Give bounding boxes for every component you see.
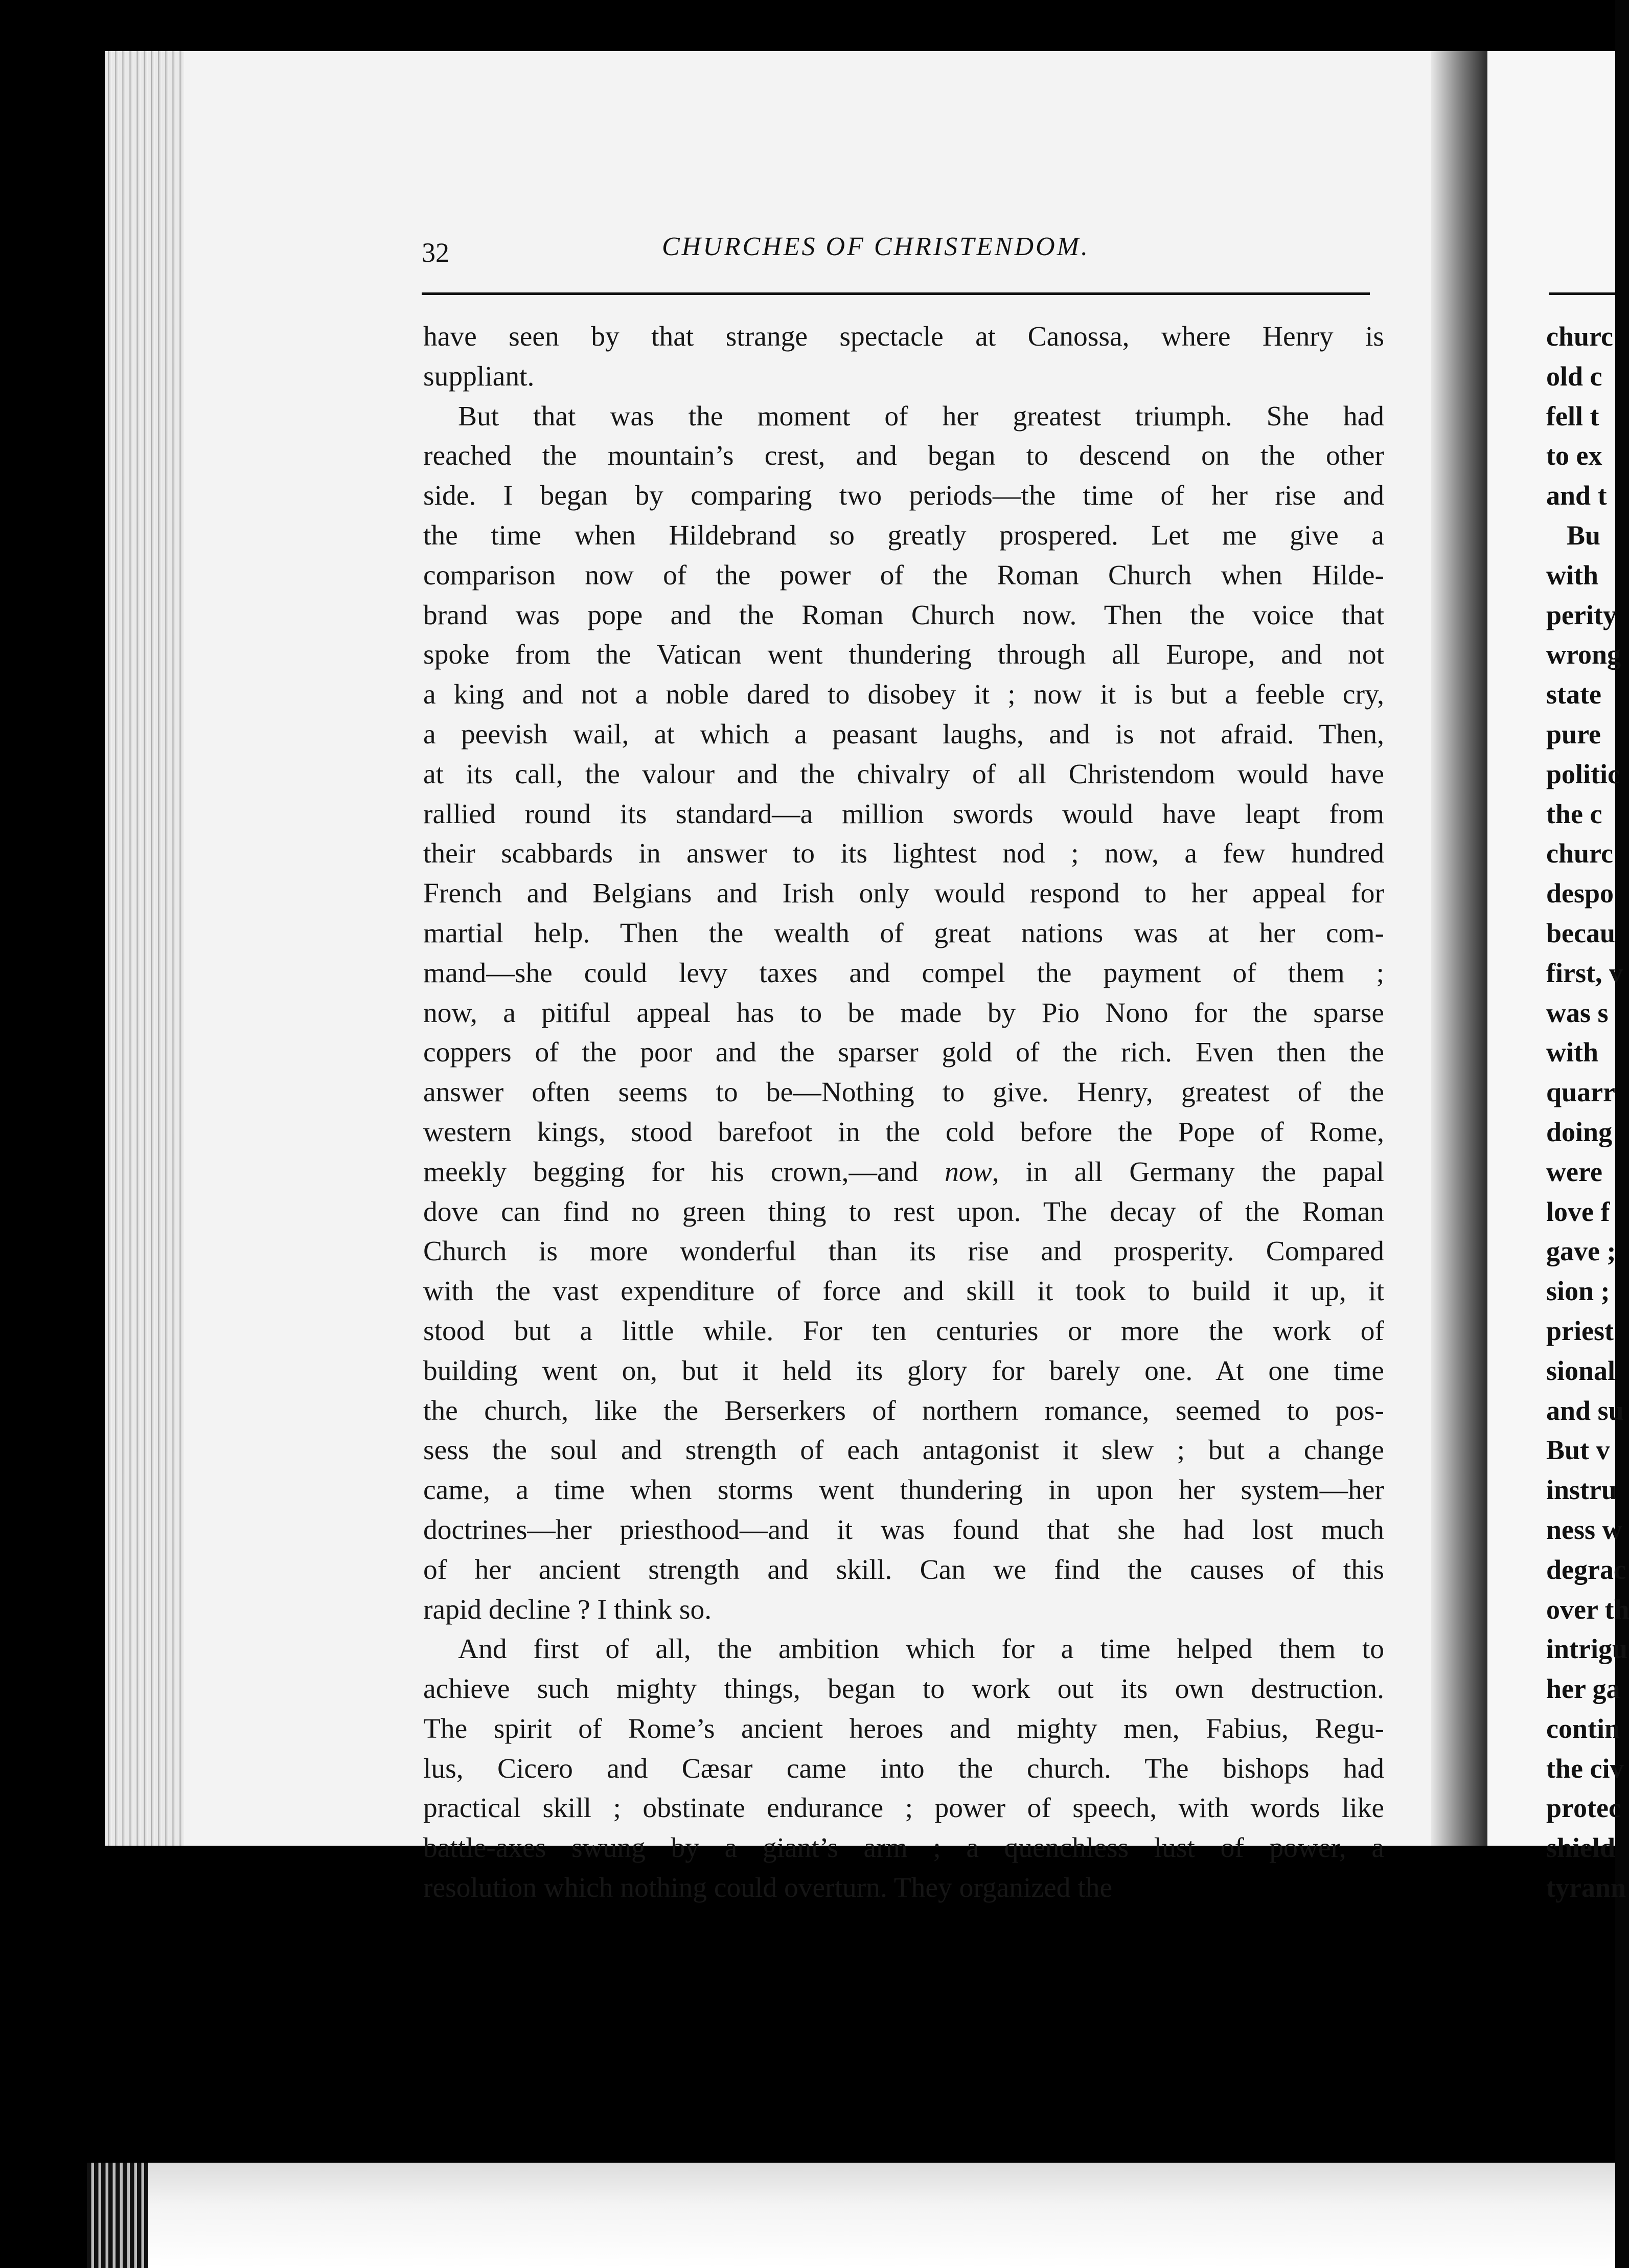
text-line: dove can find no green thing to rest upon. The decay of the Roman	[423, 1196, 1384, 1228]
facing-text-fragment: intrigu	[1546, 1634, 1628, 1665]
facing-text-fragment: politic	[1546, 758, 1620, 789]
facing-text-fragment: old c	[1546, 360, 1602, 392]
text-line: with the vast expenditure of force and skill it took to build it up, it	[423, 1276, 1384, 1307]
facing-text-fragment: pure	[1546, 718, 1601, 750]
facing-text-fragment: churc	[1546, 838, 1613, 869]
facing-text-fragment: gave ;	[1546, 1236, 1616, 1267]
text-line: at its call, the valour and the chivalry of all Christendom would have	[423, 758, 1384, 790]
text-line: now, a pitiful appeal has to be made by Pio Nono for the sparse	[423, 997, 1384, 1029]
running-title: CHURCHES OF CHRISTENDOM.	[662, 232, 1090, 261]
text-line: reached the mountain’s crest, and began to descend on the other	[423, 440, 1384, 472]
text-line: a king and not a noble dared to disobey it ; now it is but a feeble cry,	[423, 679, 1384, 711]
facing-text-fragment: protec	[1546, 1793, 1621, 1824]
next-scan-strip	[87, 2163, 1615, 2268]
text-line: of her ancient strength and skill. Can we find the causes of this	[423, 1554, 1384, 1585]
facing-text-fragment: state	[1546, 679, 1601, 710]
text-line: battle-axes swung by a giant’s arm ; a quenchless lust of power, a	[423, 1832, 1384, 1864]
facing-text-fragment: instru	[1546, 1475, 1617, 1506]
text-line: But that was the moment of her greatest triumph. She had	[458, 400, 1384, 432]
text-line: building went on, but it held its glory for barely one. At one time	[423, 1355, 1384, 1387]
facing-text-fragment: perity	[1546, 599, 1617, 630]
facing-text-fragment: first, v	[1546, 957, 1623, 988]
text-line: lus, Cicero and Cæsar came into the church. The bishops had	[423, 1753, 1384, 1784]
body-text	[423, 317, 1384, 1908]
running-head	[422, 226, 1367, 267]
facing-text-fragment: the civ	[1546, 1753, 1624, 1784]
text-line: doctrines—her priesthood—and it was found that she had lost much	[423, 1514, 1384, 1546]
text-line: side. I began by comparing two periods—the time of her rise and	[423, 480, 1384, 512]
text-line: rapid decline ? I think so.	[423, 1594, 712, 1625]
text-line: sess the soul and strength of each antagonist it slew ; but a change	[423, 1435, 1384, 1466]
text-line: a peevish wail, at which a peasant laughs, and is not afraid. Then,	[423, 718, 1384, 750]
facing-text-fragment: the c	[1546, 798, 1602, 829]
text-line: suppliant.	[423, 360, 535, 392]
facing-text-fragment: and su	[1546, 1395, 1624, 1426]
facing-text-fragment: wrong	[1546, 639, 1621, 670]
text-line: brand was pope and the Roman Church now. Then the voice that	[423, 599, 1384, 631]
facing-text-fragment: tyrann	[1546, 1872, 1626, 1903]
text-line: stood but a little while. For ten centuries or more the work of	[423, 1315, 1384, 1347]
text-line: have seen by that strange spectacle at Canossa, where Henry is	[423, 321, 1384, 352]
text-line: their scabbards in answer to its lightest nod ; now, a few hundred	[423, 838, 1384, 870]
header-rule	[422, 292, 1370, 295]
text-line: rallied round its standard—a million swords would have leapt from	[423, 798, 1384, 830]
text-line: achieve such mighty things, began to work out its own destruction.	[423, 1673, 1384, 1705]
page-edges	[105, 51, 187, 1846]
text-line: spoke from the Vatican went thundering through all Europe, and not	[423, 639, 1384, 671]
facing-text-fragment: with	[1546, 1037, 1599, 1068]
facing-text-fragment: her ga	[1546, 1673, 1620, 1705]
facing-text-fragment: fell t	[1546, 400, 1599, 432]
text-line: comparison now of the power of the Roman Church when Hilde-	[423, 559, 1384, 591]
facing-text-fragment: to ex	[1546, 440, 1602, 471]
facing-text-fragment: was s	[1546, 997, 1609, 1028]
facing-text-fragment: over th	[1546, 1594, 1629, 1625]
facing-text-fragment: with	[1546, 559, 1599, 591]
facing-text-fragment: and t	[1546, 480, 1607, 511]
facing-text-fragment: shield	[1546, 1832, 1616, 1864]
text-line: Church is more wonderful than its rise and prosperity. Compared	[423, 1236, 1384, 1267]
facing-text-fragment: love f	[1546, 1196, 1610, 1227]
facing-text-fragment: degrac	[1546, 1554, 1626, 1585]
facing-header-rule	[1549, 292, 1615, 295]
text-line: practical skill ; obstinate endurance ; power of speech, with words like	[423, 1793, 1384, 1824]
facing-text-fragment: priest	[1546, 1315, 1614, 1346]
text-line: The spirit of Rome’s ancient heroes and mighty men, Fabius, Regu-	[423, 1713, 1384, 1744]
text-line: martial help. Then the wealth of great nations was at her com-	[423, 917, 1384, 949]
facing-text-fragment: Bu	[1567, 519, 1601, 551]
text-line: answer often seems to be—Nothing to give. Henry, greatest of the	[423, 1077, 1384, 1108]
facing-text-fragment: ness w	[1546, 1514, 1622, 1545]
text-line: meekly begging for his crown,—and now, in all Germany the papal	[423, 1156, 1384, 1188]
facing-text-fragment: contin	[1546, 1713, 1620, 1744]
text-line: came, a time when storms went thundering in upon her system—her	[423, 1475, 1384, 1506]
facing-text-fragment: sion ;	[1546, 1276, 1610, 1307]
text-line: the time when Hildebrand so greatly prospered. Let me give a	[423, 519, 1384, 551]
text-line: mand—she could levy taxes and compel the payment of them ;	[423, 957, 1384, 989]
facing-text-fragment: sional	[1546, 1355, 1616, 1386]
facing-text-fragment: despo	[1546, 878, 1614, 909]
text-line: coppers of the poor and the sparser gold of the rich. Even then the	[423, 1037, 1384, 1069]
text-line: And first of all, the ambition which for a time helped them to	[458, 1634, 1384, 1665]
text-line: resolution which nothing could overturn. They organized the	[423, 1872, 1113, 1904]
gutter-shadow	[1431, 51, 1487, 1846]
facing-text-fragment: churc	[1546, 321, 1613, 352]
text-line: the church, like the Berserkers of northern romance, seemed to pos-	[423, 1395, 1384, 1426]
page-number: 32	[422, 237, 449, 268]
text-line: French and Belgians and Irish only would respond to her appeal for	[423, 878, 1384, 910]
text-line: western kings, stood barefoot in the cold before the Pope of Rome,	[423, 1116, 1384, 1148]
facing-page-text	[1546, 317, 1628, 1908]
facing-text-fragment: becau	[1546, 917, 1615, 948]
next-scan-edge	[87, 2163, 148, 2268]
facing-text-fragment: quarr	[1546, 1077, 1615, 1108]
facing-text-fragment: doing	[1546, 1116, 1613, 1147]
facing-text-fragment: were	[1546, 1156, 1602, 1187]
facing-text-fragment: But v	[1546, 1435, 1610, 1466]
